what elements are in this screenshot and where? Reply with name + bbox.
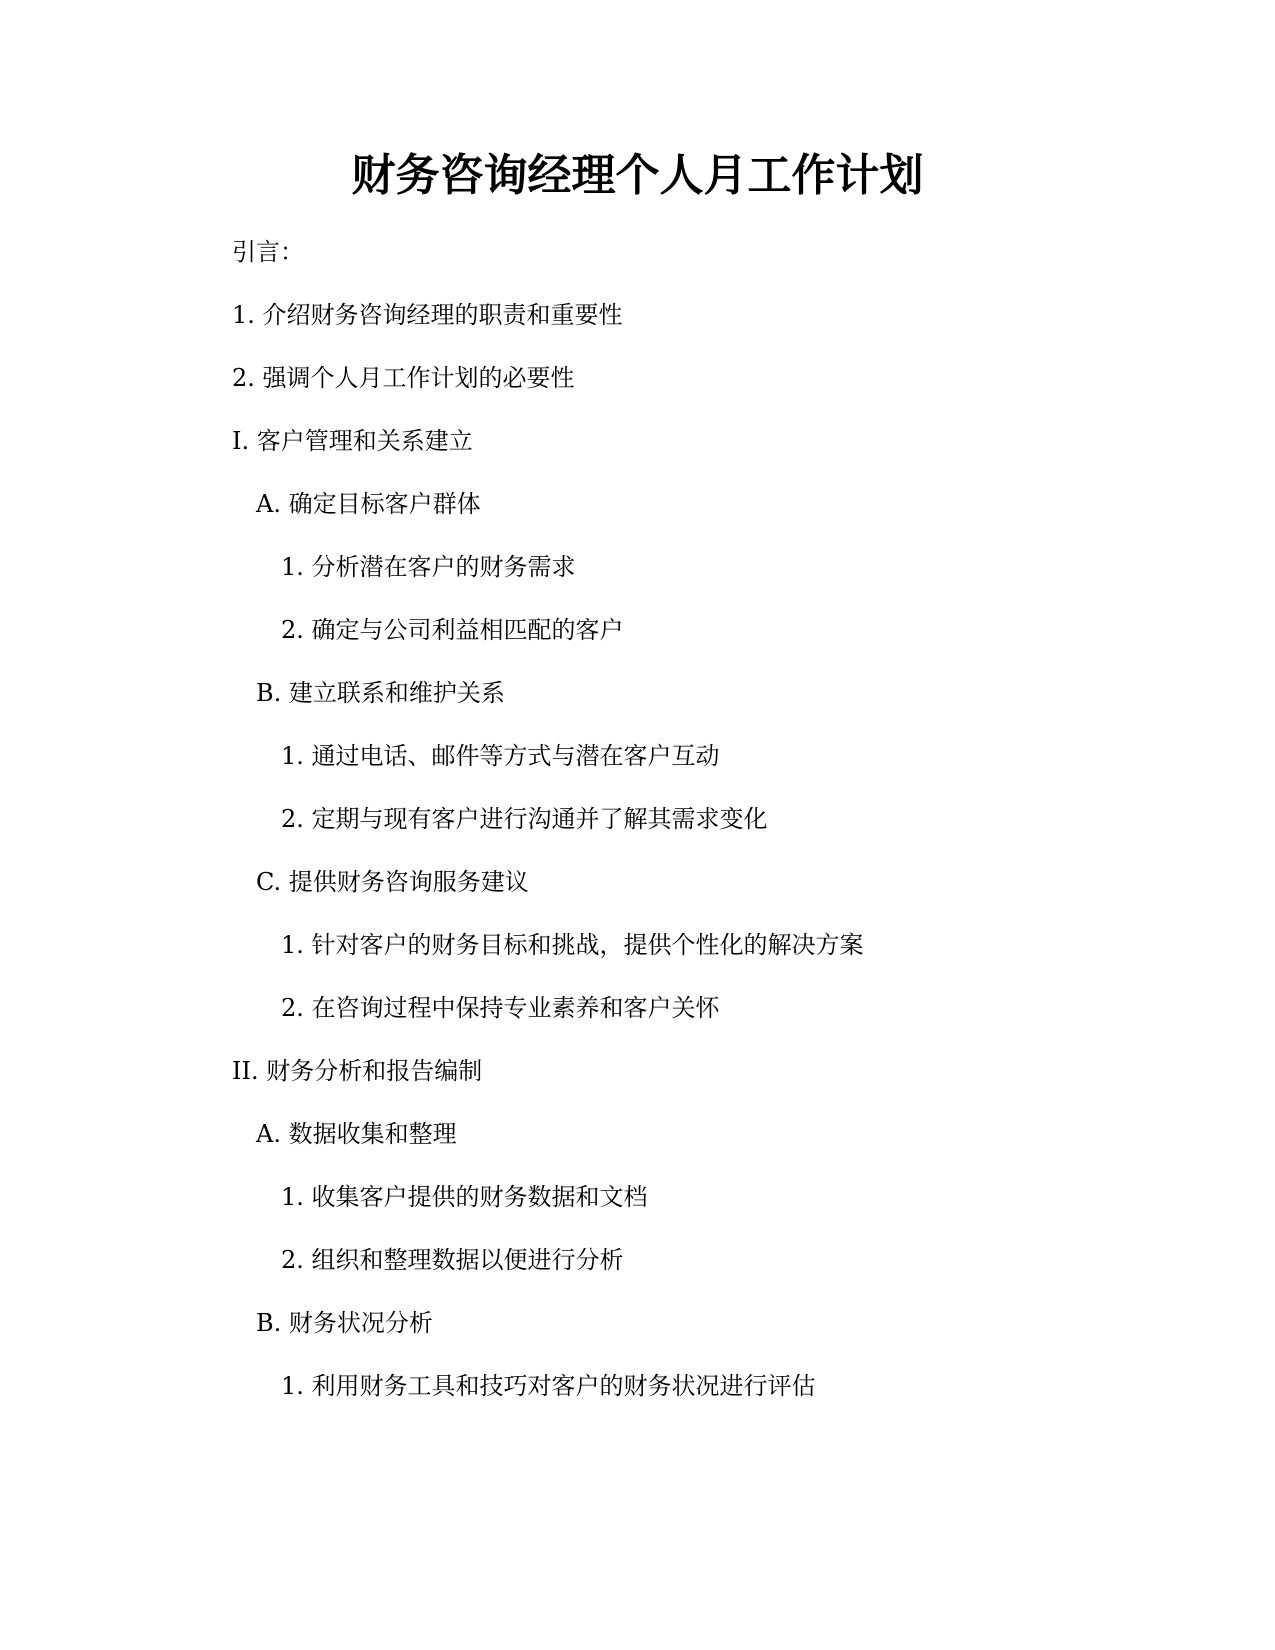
outline-line: 2. 组织和整理数据以便进行分析 bbox=[281, 1246, 624, 1274]
subsection-heading: B. 财务状况分析 bbox=[256, 1309, 433, 1337]
outline-line: 2. 在咨询过程中保持专业素养和客户关怀 bbox=[281, 994, 720, 1022]
outline-line: 2. 强调个人月工作计划的必要性 bbox=[232, 364, 575, 392]
outline-line: 1. 利用财务工具和技巧对客户的财务状况进行评估 bbox=[281, 1372, 816, 1400]
outline-line: 1. 介绍财务咨询经理的职责和重要性 bbox=[232, 301, 623, 329]
outline-line: 1. 收集客户提供的财务数据和文档 bbox=[281, 1183, 648, 1211]
subsection-heading: A. 数据收集和整理 bbox=[256, 1120, 457, 1148]
section-heading: I. 客户管理和关系建立 bbox=[232, 427, 473, 455]
outline-line: 1. 通过电话、邮件等方式与潜在客户互动 bbox=[281, 742, 720, 770]
outline-line: 1. 针对客户的财务目标和挑战，提供个性化的解决方案 bbox=[281, 931, 864, 959]
subsection-heading: B. 建立联系和维护关系 bbox=[256, 679, 505, 707]
outline-line: 2. 定期与现有客户进行沟通并了解其需求变化 bbox=[281, 805, 768, 833]
intro-heading: 引言： bbox=[232, 238, 304, 266]
subsection-heading: A. 确定目标客户群体 bbox=[256, 490, 481, 518]
outline-line: 1. 分析潜在客户的财务需求 bbox=[281, 553, 576, 581]
subsection-heading: C. 提供财务咨询服务建议 bbox=[256, 868, 529, 896]
document-title: 财务咨询经理个人月工作计划 bbox=[351, 150, 924, 201]
section-heading: II. 财务分析和报告编制 bbox=[232, 1057, 483, 1085]
outline-line: 2. 确定与公司利益相匹配的客户 bbox=[281, 616, 624, 644]
